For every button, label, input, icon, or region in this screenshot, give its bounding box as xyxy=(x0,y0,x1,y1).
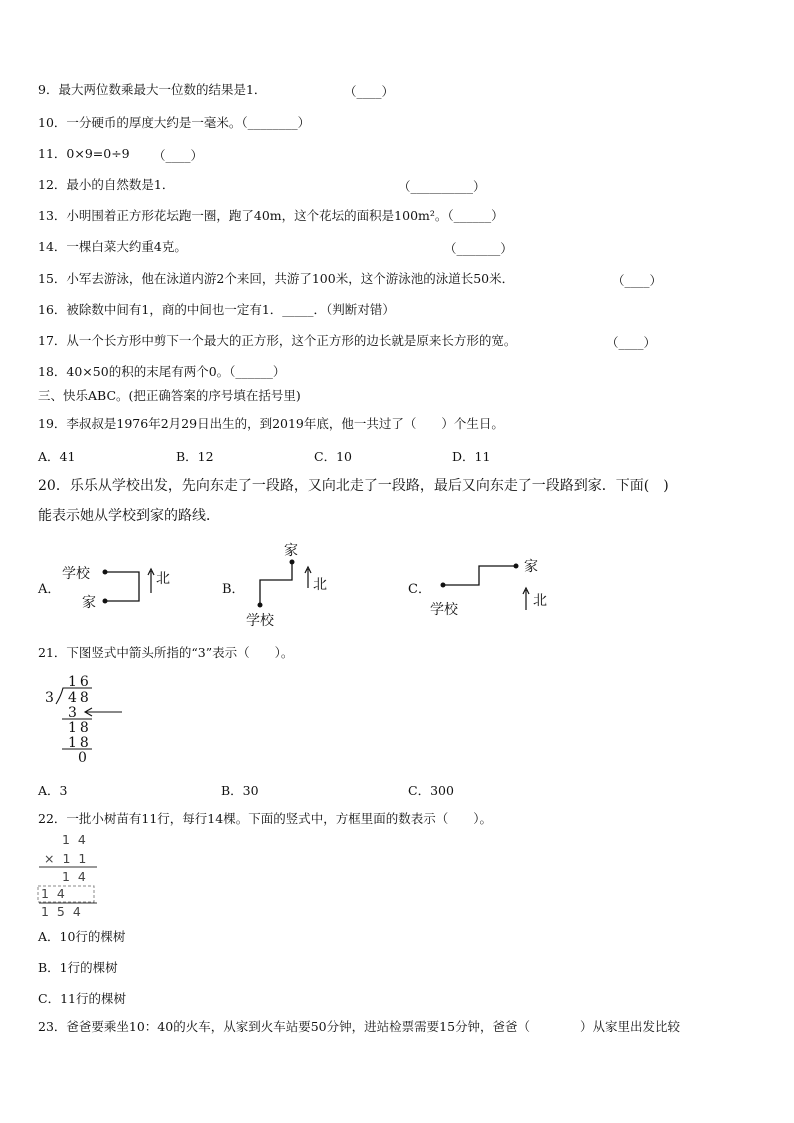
question-19: 19．李叔叔是1976年2月29日出生的，到2019年底，他一共过了（ ）个生日。 xyxy=(38,416,504,431)
question-16: 16．被除数中间有1，商的中间也一定有1．_____．（判断对错） xyxy=(38,302,395,317)
q22-option-c[interactable]: C．11行的棵树 xyxy=(38,991,126,1006)
q19-option-c[interactable]: C．10 xyxy=(314,449,352,464)
answer-paren-17[interactable]: （____） xyxy=(606,335,657,350)
q19-option-d[interactable]: D．11 xyxy=(452,449,491,464)
question-9: 9．最大两位数乘最大一位数的结果是1． xyxy=(38,82,267,97)
q20-c-route-diagram xyxy=(430,555,540,615)
q19-option-a[interactable]: A．41 xyxy=(38,449,76,464)
q21-step-3: 3 xyxy=(68,705,77,721)
answer-paren-11[interactable]: （____） xyxy=(153,148,204,163)
q21-step-18b: 18 xyxy=(68,735,92,751)
question-20-line2: 能表示她从学校到家的路线． xyxy=(38,508,220,524)
q20-option-b-letter[interactable]: B． xyxy=(222,582,245,597)
q20-a-school-label: 学校 xyxy=(62,566,90,582)
question-22: 22．一批小树苗有11行，每行14棵。下面的竖式中，方框里面的数表示（ ）。 xyxy=(38,811,492,826)
q22-multiplier: × 1 1 xyxy=(44,851,89,866)
q22-top: 1 4 xyxy=(62,832,88,847)
question-14: 14．一棵白菜大约重4克。 xyxy=(38,239,187,254)
question-17: 17．从一个长方形中剪下一个最大的正方形，这个正方形的边长就是原来长方形的宽。 xyxy=(38,333,517,348)
q22-mult-lines xyxy=(35,848,100,908)
q22-option-a[interactable]: A．10行的棵树 xyxy=(38,929,126,944)
q22-result: 1 5 4 xyxy=(41,904,83,919)
answer-paren-12[interactable]: （__________） xyxy=(398,179,486,194)
q20-c-north-label: 北 xyxy=(533,593,547,609)
q19-option-b[interactable]: B．12 xyxy=(176,449,214,464)
question-10: 10．一分硬币的厚度大约是一毫米。（________） xyxy=(38,115,311,130)
q21-divisor: 3 xyxy=(45,690,54,706)
q21-option-c[interactable]: C．300 xyxy=(408,783,454,798)
question-18: 18．40×50的积的末尾有两个0。（______） xyxy=(38,364,286,379)
q21-dividend: 48 xyxy=(68,690,92,706)
question-20-line1: 20．乐乐从学校出发，先向东走了一段路，又向北走了一段路，最后又向东走了一段路到家．下面( ) xyxy=(38,478,669,494)
question-11: 11．0×9=0÷9 xyxy=(38,146,130,161)
q21-step-18a: 18 xyxy=(68,720,92,736)
q22-highlight-box xyxy=(38,886,94,902)
question-21: 21．下图竖式中箭头所指的“3”表示（ ）。 xyxy=(38,645,294,660)
question-23: 23．爸爸要乘坐10：40的火车，从家到火车站要50分钟，进站检票需要15分钟，爸爸（ ）从家里出发比较 xyxy=(38,1019,681,1034)
q20-option-a-letter[interactable]: A． xyxy=(38,582,61,597)
q22-partial-1: 1 4 xyxy=(62,869,88,884)
q20-b-home-label: 家 xyxy=(284,543,298,559)
q20-a-north-label: 北 xyxy=(156,571,170,587)
q20-option-c-letter[interactable]: C． xyxy=(408,582,431,597)
question-12: 12．最小的自然数是1． xyxy=(38,177,175,192)
q20-b-north-label: 北 xyxy=(313,577,327,593)
q20-a-route-diagram xyxy=(95,565,185,610)
question-13: 13．小明围着正方形花坛跑一圈，跑了40m，这个花坛的面积是100m²。（______） xyxy=(38,208,504,223)
section-3-heading: 三、快乐ABC。(把正确答案的序号填在括号里) xyxy=(38,388,301,403)
q21-option-a[interactable]: A．3 xyxy=(38,783,68,798)
q20-c-school-label: 学校 xyxy=(430,602,458,618)
q21-remainder: 0 xyxy=(78,750,87,766)
q21-option-b[interactable]: B．30 xyxy=(221,783,259,798)
question-15: 15．小军去游泳，他在泳道内游2个来回，共游了100米，这个游泳池的泳道长50米． xyxy=(38,271,515,286)
answer-paren-15[interactable]: （____） xyxy=(612,273,663,288)
answer-paren-14[interactable]: （_______） xyxy=(444,241,513,256)
q21-quotient: 16 xyxy=(68,674,92,690)
answer-paren-9[interactable]: （____） xyxy=(344,84,395,99)
q20-a-home-label: 家 xyxy=(82,595,96,611)
q20-b-school-label: 学校 xyxy=(246,613,274,629)
q20-c-home-label: 家 xyxy=(524,559,538,575)
q22-option-b[interactable]: B．1行的棵树 xyxy=(38,960,118,975)
q22-partial-2: 1 4 xyxy=(41,886,67,901)
q21-division-lines xyxy=(52,686,127,756)
